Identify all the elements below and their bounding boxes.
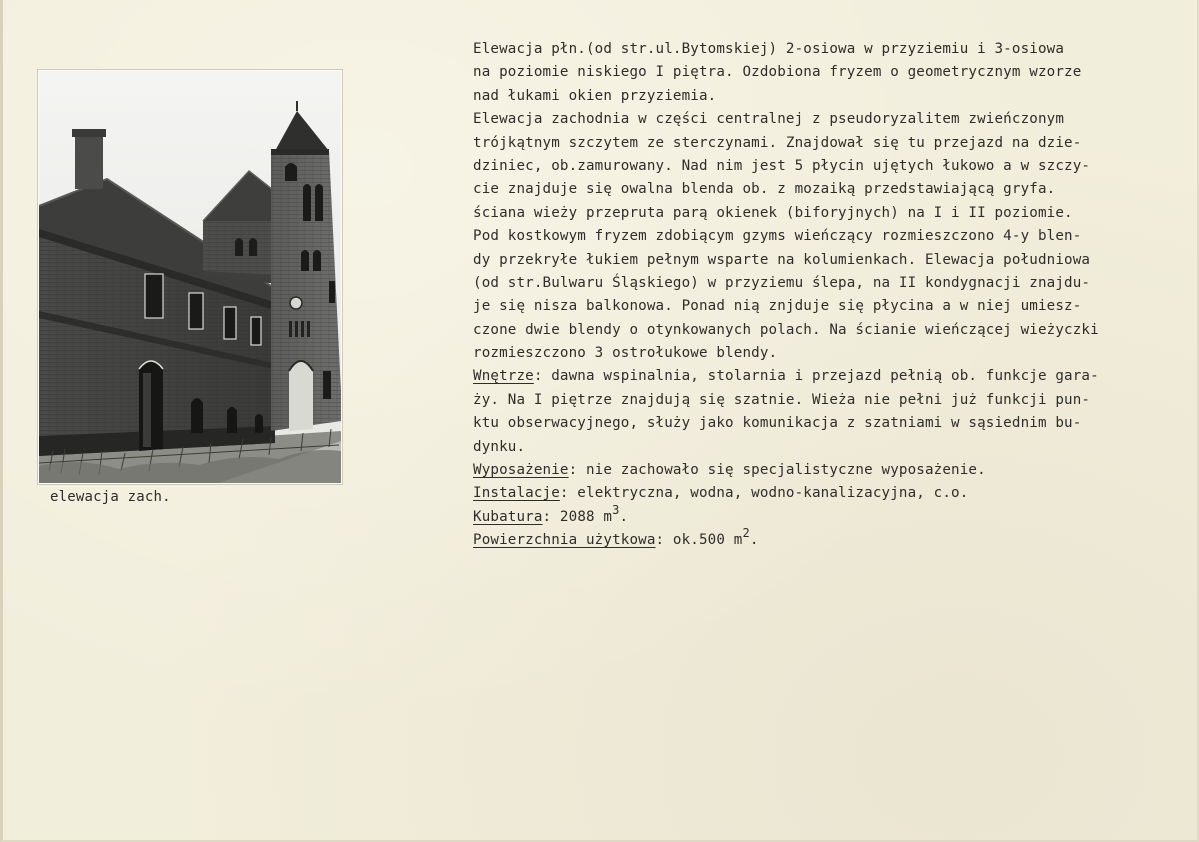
- photo-caption: elewacja zach.: [50, 489, 171, 505]
- text-line: ży. Na I piętrze znajdują się szatnie. Wieża nie pełni już funkcji pun-: [473, 391, 1091, 408]
- text-line: Pod kostkowym fryzem zdobiącym gzyms wieńczący rozmieszczono 4-y blen-: [473, 228, 1082, 245]
- volume-line: [473, 502, 1193, 529]
- text-line: ktu obserwacyjnego, służy jako komunikacja z szatniami w sąsiednim bu-: [473, 415, 1082, 432]
- area-label: Powierzchnia użytkowa: [473, 532, 656, 549]
- text-line: cie znajduje się owalna blenda ob. z mozaiką przedstawiającą gryfa.: [473, 181, 1056, 198]
- interior-line: [473, 365, 1193, 388]
- text-line: dynku.: [473, 438, 526, 455]
- text-line: Elewacja zachodnia w części centralnej z pseudoryzalitem zwieńczonym: [473, 111, 1065, 128]
- installations-label: Instalacje: [473, 485, 560, 502]
- equipment-label: Wyposażenie: [473, 462, 569, 479]
- text-line: trójkątnym szczytem ze sterczynami. Znajdował się tu przejazd na dzie-: [473, 134, 1082, 151]
- volume-value: : 2088 m: [542, 508, 613, 525]
- text-line: Elewacja płn.(od str.ul.Bytomskiej) 2-osiowa w przyziemiu i 3-osiowa: [473, 41, 1065, 57]
- text-line: na poziomie niskiego I piętra. Ozdobiona fryzem o geometrycznym wzorze: [473, 64, 1082, 81]
- installations-value: : elektryczna, wodna, wodno-kanalizacyjna, c.o.: [559, 485, 969, 502]
- description-text: [473, 38, 1193, 553]
- area-unit-exponent: 2: [742, 526, 750, 541]
- equipment-value: : nie zachowało się specjalistyczne wyposażenie.: [568, 462, 986, 479]
- interior-label: Wnętrze: [473, 368, 534, 385]
- building-photo: [39, 71, 341, 483]
- volume-end: .: [619, 508, 629, 525]
- area-line: [473, 526, 1193, 552]
- equipment-line: [473, 459, 1193, 482]
- interior-text: : dawna wspinalnia, stolarnia i przejazd pełnią ob. funkcje gara-: [533, 368, 1099, 385]
- text-line: nad łukami okien przyziemia.: [473, 87, 717, 104]
- installations-line: [473, 482, 1193, 505]
- area-value: : ok.500 m: [655, 532, 743, 549]
- text-line: dziniec, ob.zamurowany. Nad nim jest 5 płycin ujętych łukowo a w szczy-: [473, 157, 1091, 174]
- volume-unit-exponent: 3: [612, 502, 620, 517]
- text-line: ściana wieży przepruta parą okienek (biforyjnych) na I i II poziomie.: [473, 204, 1073, 221]
- area-end: .: [749, 532, 759, 549]
- text-line: czone dwie blendy o otynkowanych polach. Na ścianie wieńczącej wieżyczki: [473, 321, 1099, 338]
- building-photo-frame: [38, 70, 342, 484]
- volume-label: Kubatura: [473, 508, 543, 525]
- text-line: dy przekryłe łukiem pełnym wsparte na kolumienkach. Elewacja południowa: [473, 251, 1091, 268]
- text-line: rozmieszczono 3 ostrołukowe blendy.: [473, 345, 778, 362]
- text-line: je się nisza balkonowa. Ponad nią znjduje się płycina a w niej umiesz-: [473, 298, 1082, 315]
- text-line: (od str.Bulwaru Śląskiego) w przyziemu ślepa, na II kondygnacji znajdu-: [473, 274, 1091, 291]
